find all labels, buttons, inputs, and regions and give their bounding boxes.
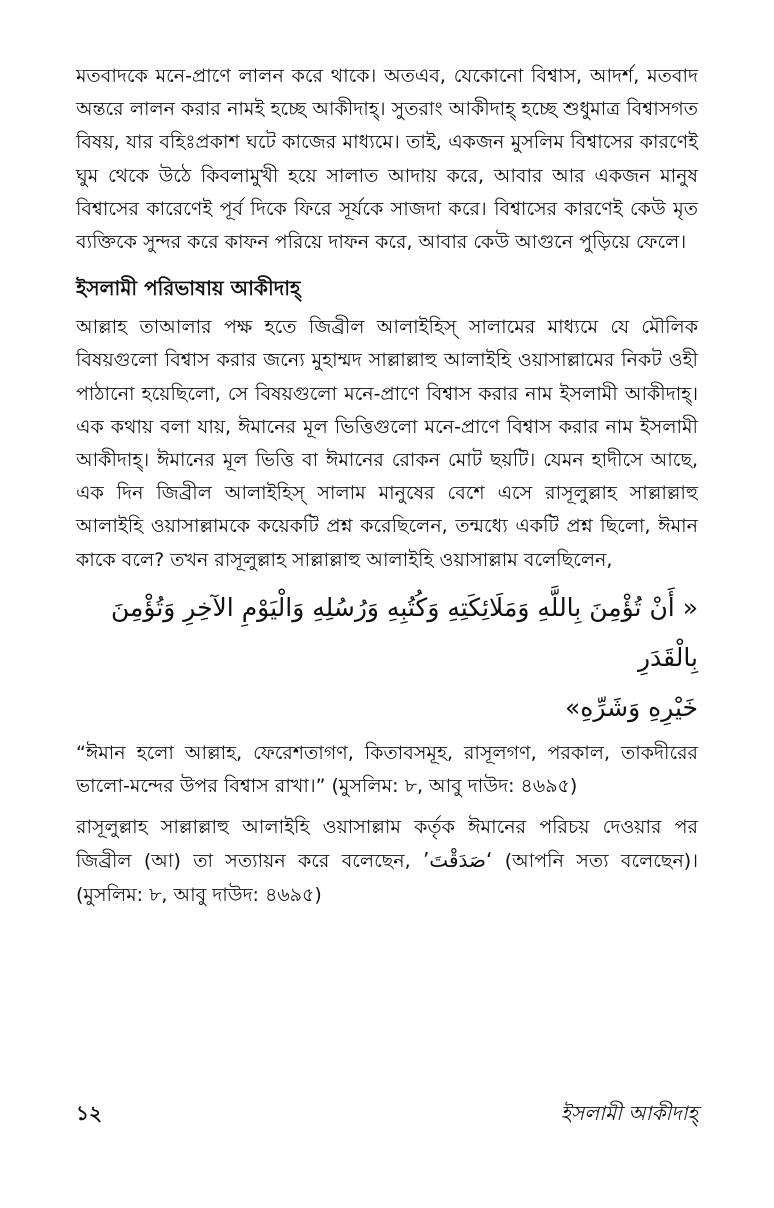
intro-paragraph: মতবাদকে মনে-প্রাণে লালন করে থাকে। অতএব, যেকোনো বিশ্বাস, আদর্শ, মতবাদ অন্তরে লালন করার নামই হচ্ছে আকীদাহ্। সুতরাং আকীদাহ্ হচ্ছে শুধুমাত্র বিশ্বাসগত বিষয়, যার বহিঃপ্রকাশ ঘটে কাজের মাধ্যমে। তাই, একজন মুসলিম বিশ্বাসের কারণেই ঘুম থেকে উঠে কিবলামুখী হয়ে সালাত আদায় করে, আবার আর একজন মানুষ বিশ্বাসের কারেণেই পূর্ব দিকে ফিরে সূর্যকে সাজদা করে। বিশ্বাসের কারণেই কেউ মৃত ব্যক্তিকে সুন্দর করে কাফন পরিয়ে দাফন করে, আবার কেউ আগুনে পুড়িয়ে ফেলে। xyxy=(76,65,698,254)
section-heading: ইসলামী পরিভাষায় আকীদাহ্ xyxy=(76,276,301,301)
confirmation-text-after: (আপনি সত্য বলেছেন)। (মুসলিম: ৮, আবু দাউদ: ৪৬৯৫) xyxy=(76,850,698,906)
arabic-inline-sadaqta: ‘صَدَقْتَ’ xyxy=(422,848,493,873)
arabic-hadith-line-1: « أَنْ تُؤْمِنَ بِاللَّهِ وَمَلَائِكَتِهِ وَكُتُبِهِ وَرُسُلِهِ وَالْيَوْمِ الآخِرِ وَتُؤْمِنَ بِالْقَدَرِ xyxy=(110,592,698,672)
hadith-translation: “ঈমান হলো আল্লাহ, ফেরেশতাগণ, কিতাবসমূহ, রাসূলগণ, পরকাল, তাকদীরের ভালো-মন্দের উপর বিশ্বাস রাখা।” (মুসলিম: ৮, আবু দাউদ: ৪৬৯৫) xyxy=(76,741,698,798)
arabic-hadith xyxy=(76,583,698,733)
page-content xyxy=(76,60,698,912)
running-title: ইসলামী আকীদাহ্ xyxy=(560,1101,698,1125)
confirmation-paragraph xyxy=(76,811,698,912)
page-number: ১২ xyxy=(76,1101,102,1125)
confirmation-text-before: রাসূলুল্লাহ সাল্লাল্লাহু আলাইহি ওয়াসাল্লাম কর্তৃক ঈমানের পরিচয় দেওয়ার পর জিব্রীল (আ) তা সত্যায়ন করে বলেছেন, xyxy=(76,816,698,873)
arabic-hadith-line-2: خَيْرِهِ وَشَرِّهِ» xyxy=(564,692,698,722)
definition-paragraph: আল্লাহ তাআলার পক্ষ হতে জিব্রীল আলাইহিস্ সালামের মাধ্যমে যে মৌলিক বিষয়গুলো বিশ্বাস করার জন্যে মুহাম্মদ সাল্লাল্লাহু আলাইহি ওয়াসাল্লামের নিকট ওহী পাঠানো হয়েছিলো, সে বিষয়গুলো মনে-প্রাণে বিশ্বাস করার নাম ইসলামী আকীদাহ্। এক কথায় বলা যায়, ঈমানের মূল ভিত্তিগুলো মনে-প্রাণে বিশ্বাস করার নাম ইসলামী আকীদাহ্। ঈমানের মূল ভিত্তি বা ঈমানের রোকন মোট ছয়টি। যেমন হাদীসে আছে, এক দিন জিব্রীল আলাইহিস্ সালাম মানুষের বেশে এসে রাসূলুল্লাহ সাল্লাল্লাহু আলাইহি ওয়াসাল্লামকে কয়েকটি প্রশ্ন করেছিলেন, তন্মধ্যে একটি প্রশ্ন ছিলো, ঈমান কাকে বলে? তখন রাসূলুল্লাহ সাল্লাল্লাহু আলাইহি ওয়াসাল্লাম বলেছিলেন, xyxy=(76,316,698,571)
